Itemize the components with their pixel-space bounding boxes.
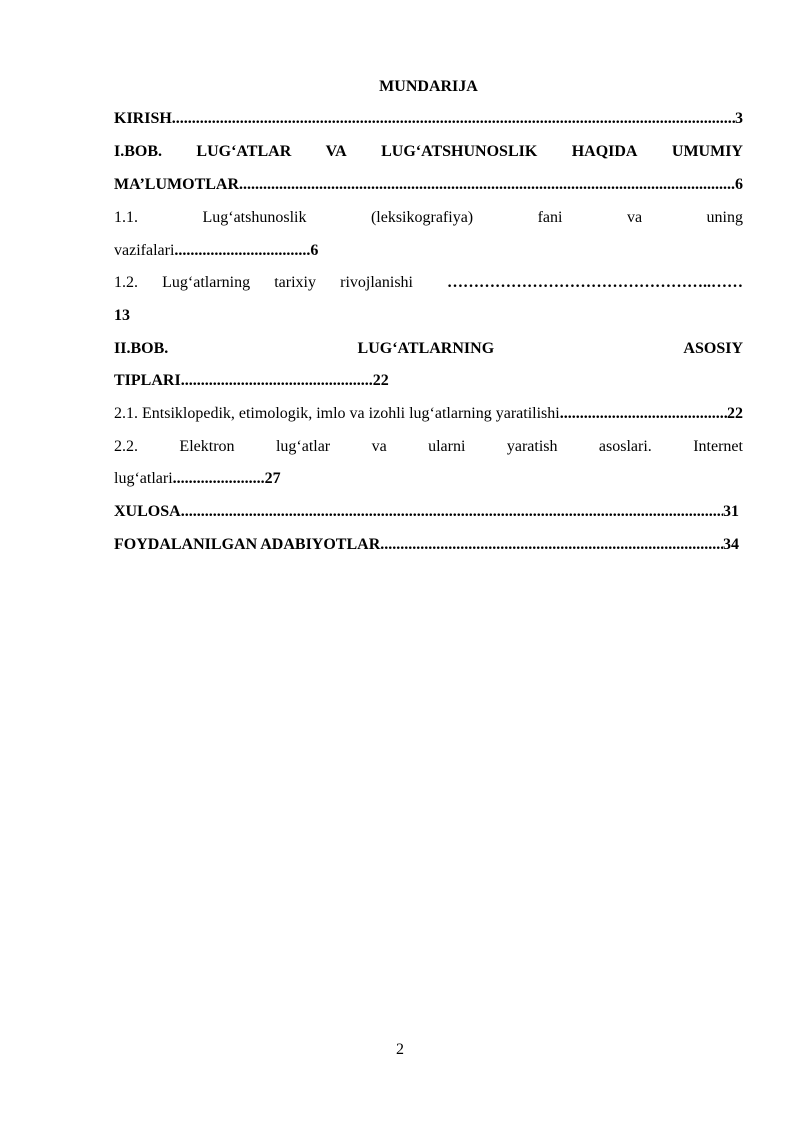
toc-entry-s11 bbox=[114, 208, 743, 228]
dot-leader: …………………………………………..…… bbox=[447, 274, 743, 291]
toc-entry-s22 bbox=[114, 437, 743, 457]
toc-word: (leksikografiya) bbox=[370, 209, 474, 226]
toc-label: 2.1. Entsiklopedik, etimologik, imlo va izohli lug‘atlarning yaratilishi bbox=[114, 405, 560, 422]
toc-label: lug‘atlari bbox=[114, 470, 173, 487]
toc-word: LUG‘ATLAR bbox=[196, 143, 292, 160]
toc-word: yaratish bbox=[506, 438, 558, 455]
toc-entry-foydalanilgan bbox=[114, 535, 739, 555]
toc-entry-ch2-cont bbox=[114, 371, 743, 391]
toc-word: ASOSIY bbox=[683, 340, 743, 357]
toc-entry-s22-cont bbox=[114, 469, 743, 489]
toc-word: II.BOB. bbox=[114, 340, 169, 357]
page-number: 2 bbox=[396, 1041, 404, 1058]
toc-word: va bbox=[626, 209, 643, 226]
toc-page: 13 bbox=[114, 307, 130, 324]
toc-entry-s12-page bbox=[114, 306, 743, 326]
toc-word: I.BOB. bbox=[114, 143, 163, 160]
toc-entry-s21 bbox=[114, 404, 743, 424]
toc-page: 3 bbox=[735, 110, 743, 127]
toc-label: FOYDALANILGAN ADABIYOTLAR bbox=[114, 536, 381, 553]
toc-word: LUG‘ATSHUNOSLIK bbox=[381, 143, 538, 160]
toc-entry-ch2 bbox=[114, 339, 743, 359]
dot-leader: .................................. bbox=[174, 242, 311, 259]
toc-word: 1.2. bbox=[114, 274, 138, 291]
toc-word: Lug‘atshunoslik bbox=[202, 209, 307, 226]
toc-entry-s11-cont bbox=[114, 241, 743, 261]
toc-page: 22 bbox=[372, 372, 389, 389]
toc-word: HAQIDA bbox=[571, 143, 638, 160]
dot-leader bbox=[181, 502, 723, 522]
toc-page: 6 bbox=[310, 242, 319, 259]
dot-leader bbox=[239, 175, 735, 195]
toc-word: 2.2. bbox=[114, 438, 138, 455]
toc-word: va bbox=[371, 438, 387, 455]
toc-word: rivojlanishi bbox=[340, 274, 413, 291]
toc-word: fani bbox=[537, 209, 563, 226]
toc-word: Lug‘atlarning bbox=[162, 274, 251, 291]
toc-label: TIPLARI bbox=[114, 372, 181, 389]
toc-label: vazifalari bbox=[114, 242, 175, 259]
toc-page: 31 bbox=[723, 503, 739, 520]
dot-leader: ................................................ bbox=[180, 372, 373, 389]
dot-leader: ....................... bbox=[172, 470, 265, 487]
toc-page: 27 bbox=[264, 470, 281, 487]
toc-entry-s12 bbox=[114, 273, 743, 293]
dot-leader bbox=[560, 404, 727, 424]
dot-leader bbox=[380, 535, 723, 555]
toc-label-group bbox=[114, 273, 413, 293]
toc-word: tarixiy bbox=[274, 274, 316, 291]
toc-word: VA bbox=[325, 143, 347, 160]
toc-label: XULOSA bbox=[114, 503, 181, 520]
toc-word: 1.1. bbox=[114, 209, 138, 226]
toc-word: Internet bbox=[693, 438, 743, 455]
toc-title: MUNDARIJA bbox=[379, 78, 478, 95]
toc-page: 22 bbox=[727, 405, 743, 422]
toc-word: Elektron bbox=[179, 438, 235, 455]
toc-entry-xulosa bbox=[114, 502, 739, 522]
toc-word: asoslari. bbox=[598, 438, 652, 455]
toc-entry-ch1 bbox=[114, 142, 743, 162]
toc-label: KIRISH bbox=[114, 110, 172, 127]
toc-word: lug‘atlar bbox=[275, 438, 331, 455]
toc-page: 6 bbox=[735, 176, 743, 193]
toc-page: 34 bbox=[723, 536, 739, 553]
toc-entry-ch1-cont bbox=[114, 175, 743, 195]
toc-entry-kirish bbox=[114, 109, 743, 129]
toc-word: uning bbox=[706, 209, 743, 226]
toc-word: ularni bbox=[428, 438, 466, 455]
toc-word: UMUMIY bbox=[671, 143, 743, 160]
toc-label: MA’LUMOTLAR bbox=[114, 176, 240, 193]
toc-word: LUG‘ATLARNING bbox=[357, 340, 495, 357]
dot-leader bbox=[172, 109, 735, 129]
